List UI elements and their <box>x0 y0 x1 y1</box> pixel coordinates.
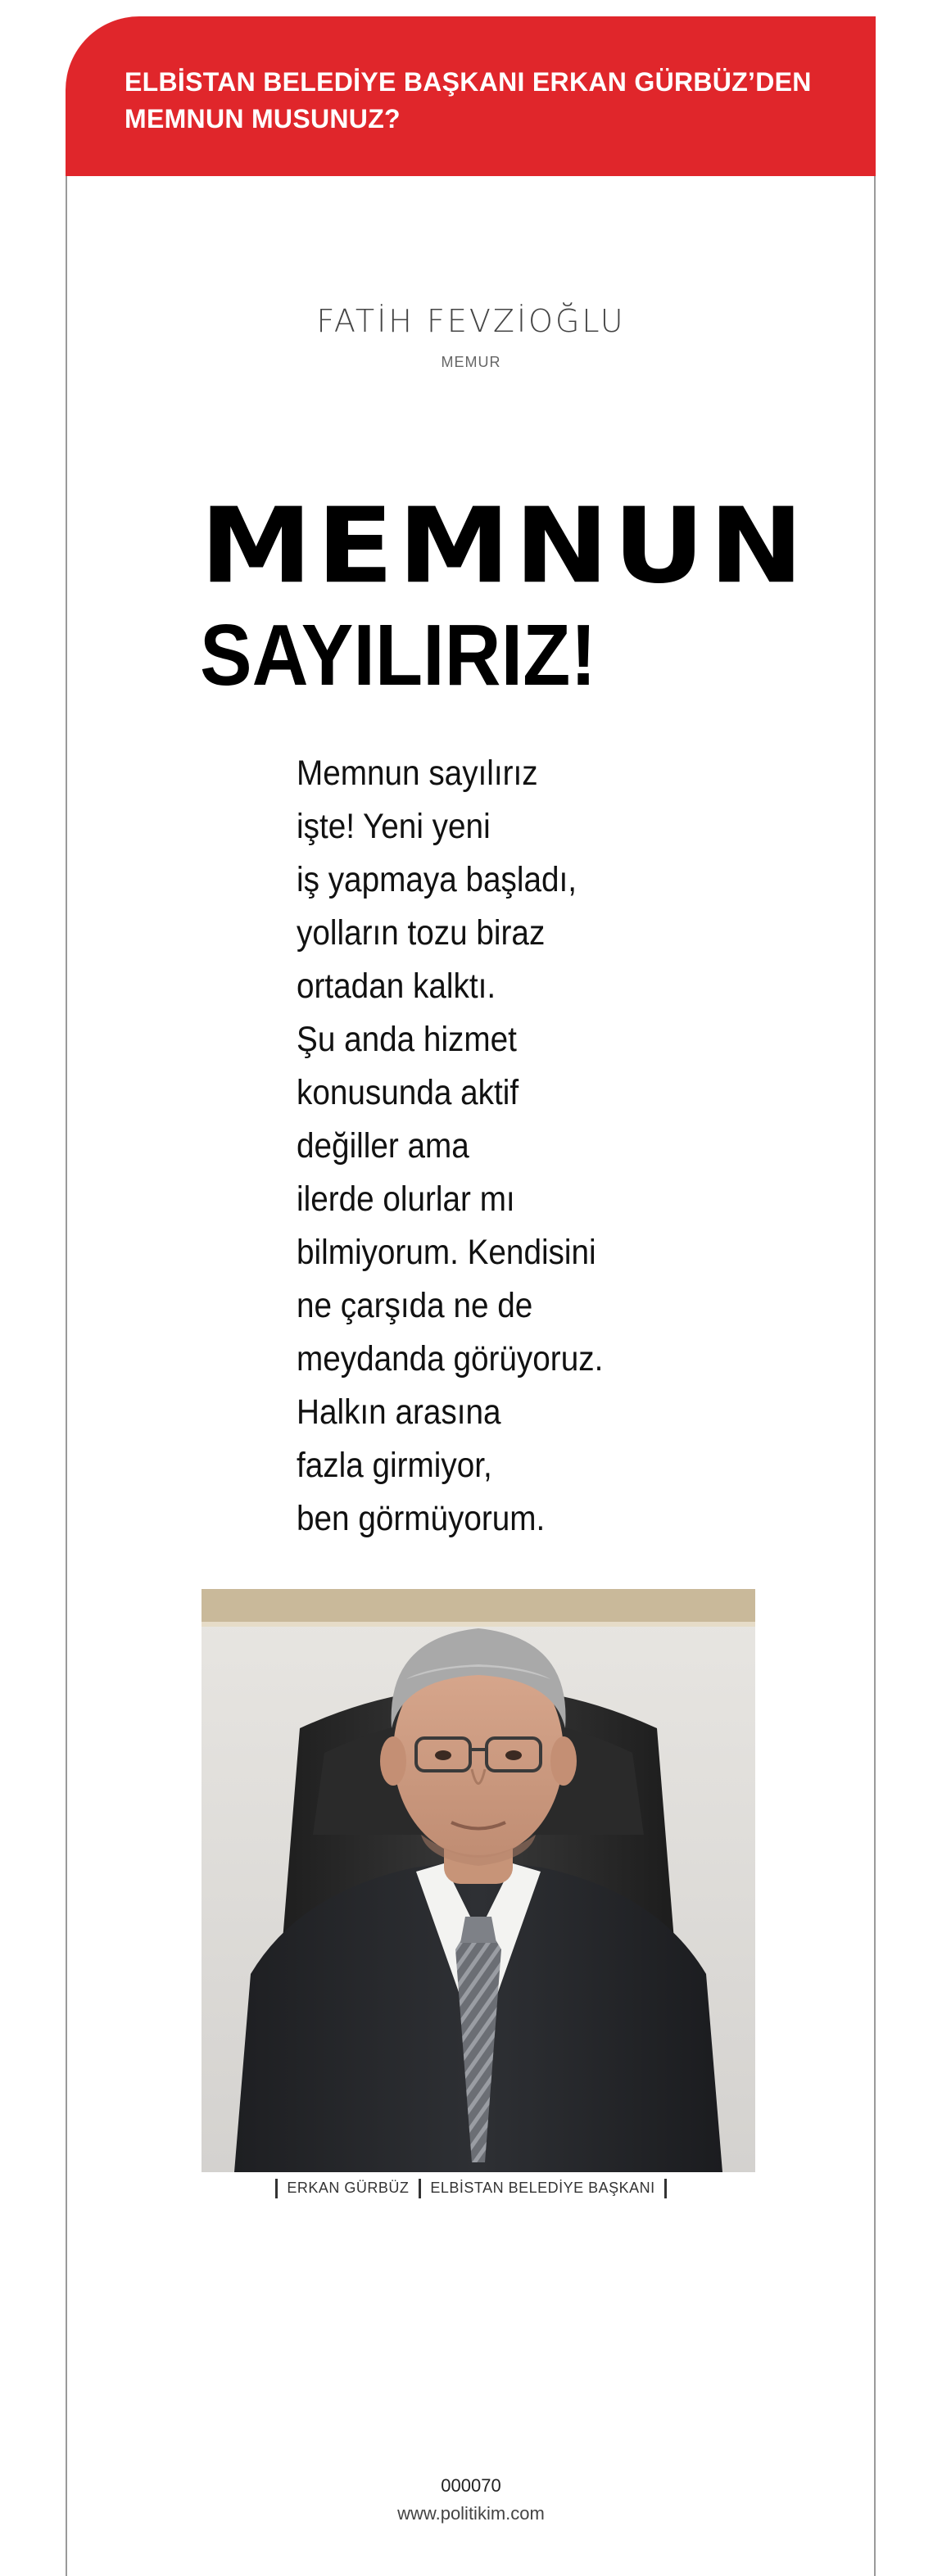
frame-right-border <box>874 176 876 2576</box>
headline-line-1: MEMNUN <box>200 485 808 607</box>
portrait-illustration <box>202 1589 755 2172</box>
header-banner <box>66 16 876 176</box>
portrait-photo <box>202 1589 755 2172</box>
page-code: 000070 <box>441 2475 501 2496</box>
caption-divider <box>419 2179 421 2198</box>
website-link[interactable]: www.politikim.com <box>397 2503 545 2524</box>
caption-divider <box>664 2179 667 2198</box>
photo-caption <box>0 2179 942 2198</box>
author-name: FATİH FEVZİOĞLU <box>316 303 626 339</box>
caption-name: ERKAN GÜRBÜZ <box>287 2179 410 2196</box>
frame-left-border <box>66 176 67 2576</box>
caption-title: ELBİSTAN BELEDİYE BAŞKANI <box>430 2179 655 2196</box>
headline-line-2: SAYILIRIZ! <box>200 607 597 704</box>
quote-body: Memnun sayılırız işte! Yeni yeni iş yapmaya başladı, yolların tozu biraz ortadan kalktı. Şu anda hizmet konusunda aktif değiller ama ilerde olurlar mı bilmiyorum. Kendisini ne çarşıda ne de meydanda görüyoruz. Halkın arasına fazla girmiyor, ben görmüyorum. <box>297 754 604 1538</box>
header-title: ELBİSTAN BELEDİYE BAŞKANI ERKAN GÜRBÜZ’DEN MEMNUN MUSUNUZ? <box>125 67 812 134</box>
author-role: MEMUR <box>441 354 501 370</box>
caption-divider <box>275 2179 278 2198</box>
